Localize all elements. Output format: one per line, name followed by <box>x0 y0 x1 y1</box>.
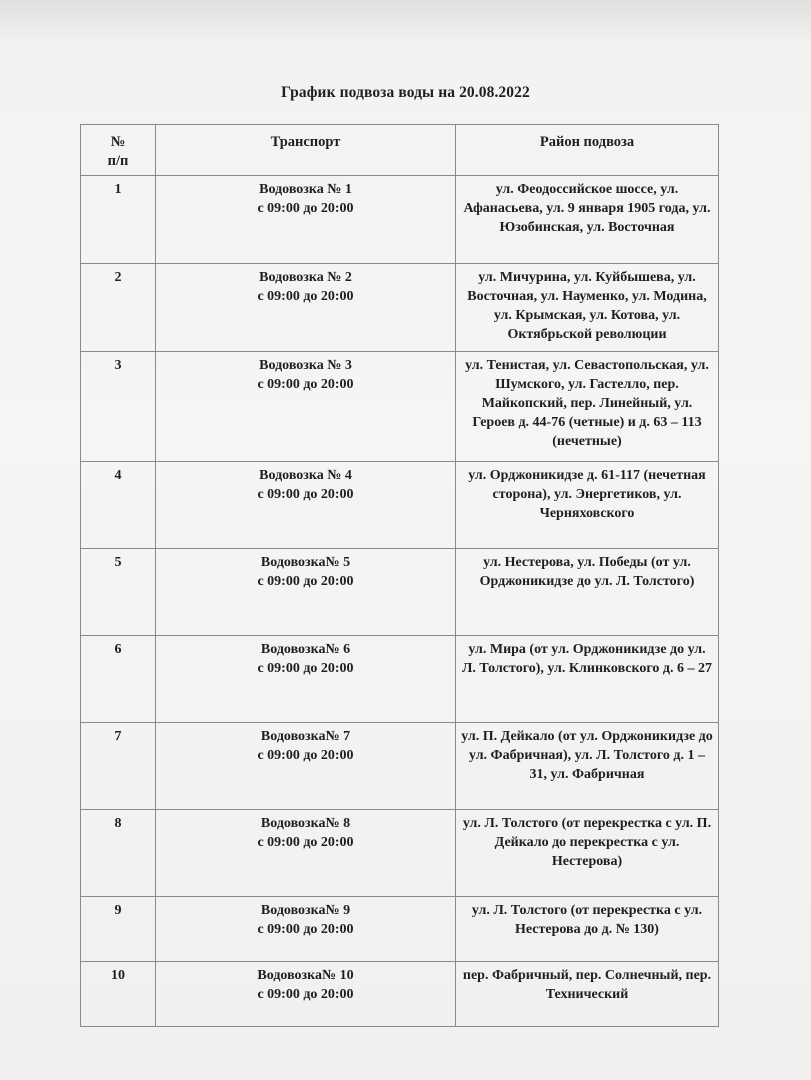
delivery-time: с 09:00 до 20:00 <box>257 987 354 1002</box>
delivery-time: с 09:00 до 20:00 <box>257 377 354 392</box>
vehicle-name: Водовозка № 3 <box>259 358 352 373</box>
transport-cell <box>156 962 456 1027</box>
area-cell: ул. Мира (от ул. Орджоникидзе до ул. Л. Толстого), ул. Клинковского д. 6 – 27 <box>456 636 719 723</box>
header-area <box>456 125 719 176</box>
row-number: 2 <box>81 264 156 352</box>
transport-cell <box>156 549 456 636</box>
delivery-time: с 09:00 до 20:00 <box>257 661 354 676</box>
area-cell: ул. П. Дейкало (от ул. Орджоникидзе до ул. Фабричная), ул. Л. Толстого д. 1 – 31, ул. Фабричная <box>456 723 719 810</box>
table-row <box>81 462 719 549</box>
row-number: 8 <box>81 810 156 897</box>
delivery-time: с 09:00 до 20:00 <box>257 835 354 850</box>
area-cell: ул. Орджоникидзе д. 61-117 (нечетная сторона), ул. Энергетиков, ул. Черняховского <box>456 462 719 549</box>
transport-cell <box>156 264 456 352</box>
row-number: 10 <box>81 962 156 1027</box>
transport-cell <box>156 462 456 549</box>
vehicle-name: Водовозка№ 5 <box>260 555 351 570</box>
area-cell: ул. Тенистая, ул. Севастопольская, ул. Шумского, ул. Гастелло, пер. Майкопский, пер. Линейный, ул. Героев д. 44-76 (четные) и д. 63 – 113 (нечетные) <box>456 352 719 462</box>
header-num <box>81 125 156 176</box>
row-number: 1 <box>81 176 156 264</box>
transport-cell <box>156 636 456 723</box>
table-header-row <box>81 125 719 176</box>
row-number: 9 <box>81 897 156 962</box>
header-num-label: № п/п <box>107 134 129 169</box>
transport-cell <box>156 810 456 897</box>
table-row <box>81 636 719 723</box>
vehicle-name: Водовозка№ 6 <box>260 642 351 657</box>
area-cell: ул. Нестерова, ул. Победы (от ул. Орджоникидзе до ул. Л. Толстого) <box>456 549 719 636</box>
area-cell: ул. Мичурина, ул. Куйбышева, ул. Восточная, ул. Науменко, ул. Модина, ул. Крымская, ул. Котова, ул. Октябрьской революции <box>456 264 719 352</box>
transport-cell <box>156 352 456 462</box>
vehicle-name: Водовозка№ 10 <box>257 968 354 983</box>
table-row <box>81 962 719 1027</box>
row-number: 5 <box>81 549 156 636</box>
table-row <box>81 810 719 897</box>
vehicle-name: Водовозка № 1 <box>259 182 352 197</box>
delivery-time: с 09:00 до 20:00 <box>257 922 354 937</box>
table-row <box>81 723 719 810</box>
header-transport <box>156 125 456 176</box>
delivery-time: с 09:00 до 20:00 <box>257 487 354 502</box>
delivery-time: с 09:00 до 20:00 <box>257 289 354 304</box>
vehicle-name: Водовозка№ 9 <box>260 903 351 918</box>
header-area-label: Район подвоза <box>539 134 635 150</box>
table-row <box>81 897 719 962</box>
transport-cell <box>156 176 456 264</box>
transport-cell <box>156 723 456 810</box>
area-cell: ул. Л. Толстого (от перекрестка с ул. П. Дейкало до перекрестка с ул. Нестерова) <box>456 810 719 897</box>
row-number: 3 <box>81 352 156 462</box>
row-number: 7 <box>81 723 156 810</box>
table-row <box>81 264 719 352</box>
header-transport-label: Транспорт <box>270 134 341 150</box>
vehicle-name: Водовозка№ 8 <box>260 816 351 831</box>
table-row <box>81 176 719 264</box>
scan-edge-shadow <box>0 0 811 45</box>
area-cell: ул. Феодоссийское шоссе, ул. Афанасьева, ул. 9 января 1905 года, ул. Юзобинская, ул. Восточная <box>456 176 719 264</box>
row-number: 4 <box>81 462 156 549</box>
transport-cell <box>156 897 456 962</box>
vehicle-name: Водовозка № 2 <box>259 270 352 285</box>
water-delivery-table <box>80 124 719 1027</box>
row-number: 6 <box>81 636 156 723</box>
area-cell: пер. Фабричный, пер. Солнечный, пер. Технический <box>456 962 719 1027</box>
area-cell: ул. Л. Толстого (от перекрестка с ул. Нестерова до д. № 130) <box>456 897 719 962</box>
table-row <box>81 352 719 462</box>
delivery-time: с 09:00 до 20:00 <box>257 574 354 589</box>
delivery-time: с 09:00 до 20:00 <box>257 748 354 763</box>
vehicle-name: Водовозка № 4 <box>259 468 352 483</box>
delivery-time: с 09:00 до 20:00 <box>257 201 354 216</box>
document-title: График подвоза воды на 20.08.2022 <box>281 84 530 101</box>
vehicle-name: Водовозка№ 7 <box>260 729 351 744</box>
table-row <box>81 549 719 636</box>
